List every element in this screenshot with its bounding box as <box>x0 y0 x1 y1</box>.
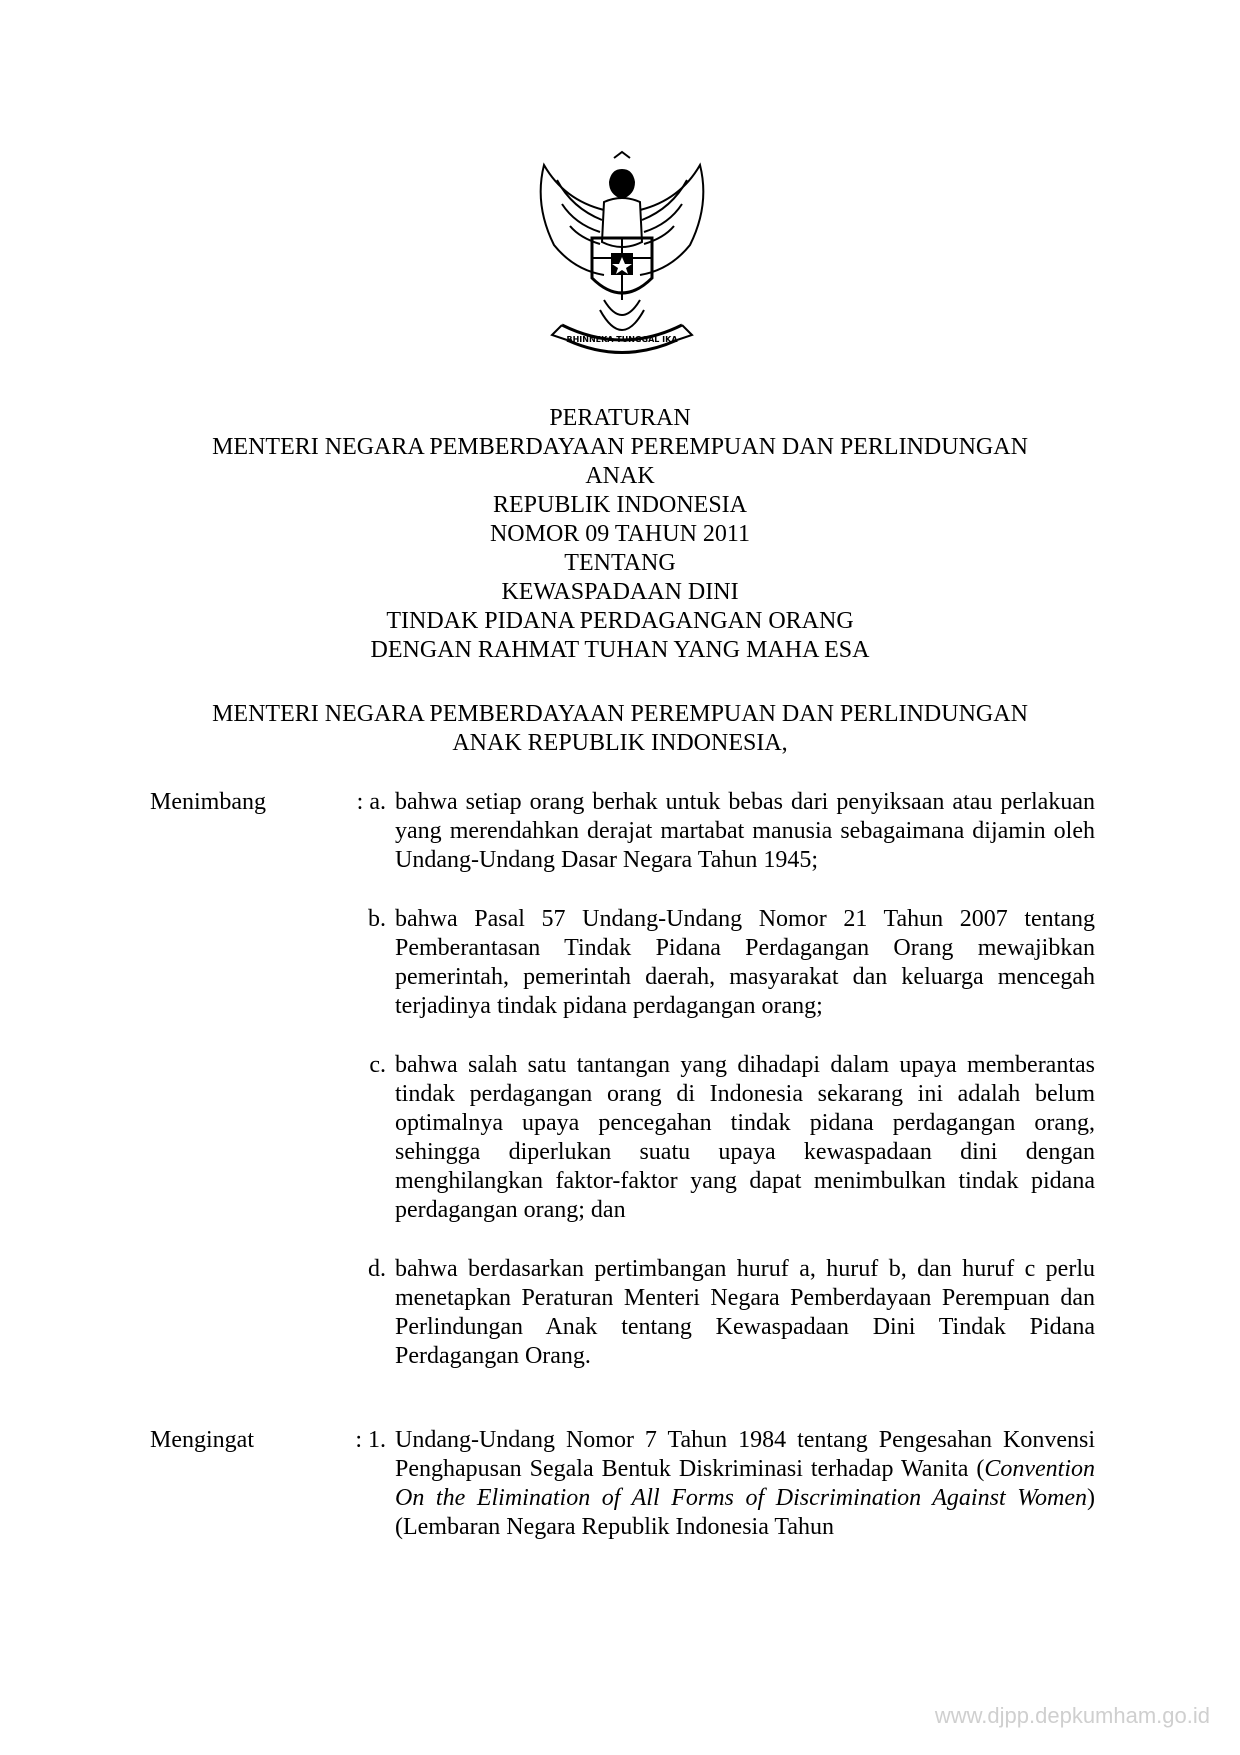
title-line: TENTANG <box>564 550 676 576</box>
mengingat-label: Mengingat <box>150 1427 254 1453</box>
minister-line: MENTERI NEGARA PEMBERDAYAAN PEREMPUAN DAN PERLINDUNGAN <box>212 701 1028 727</box>
title-line: ANAK <box>585 463 655 489</box>
menimbang-item-d: bahwa berdasarkan pertimbangan huruf a, huruf b, dan huruf c perlu menetapkan Peraturan Menteri Negara Pemberdayaan Perempuan dan Perlindungan Anak tentang Kewaspadaan Dini Tindak Pidana Perdagangan Orang. <box>395 1256 1095 1369</box>
item-marker: d. <box>368 1256 386 1282</box>
mengingat-italic-text: Convention On the Elimination of All Forms of Discrimination Against Women <box>395 1456 1095 1511</box>
mengingat-item-1 <box>395 1426 1095 1542</box>
title-line: TINDAK PIDANA PERDAGANGAN ORANG <box>386 608 854 634</box>
watermark: www.djpp.depkumham.go.id <box>934 1703 1210 1728</box>
menimbang-label: Menimbang <box>150 789 266 815</box>
item-marker: b. <box>368 906 386 932</box>
title-line: MENTERI NEGARA PEMBERDAYAAN PEREMPUAN DAN PERLINDUNGAN <box>212 434 1028 460</box>
regulation-title <box>0 404 1240 665</box>
title-line: KEWASPADAAN DINI <box>501 579 739 605</box>
emblem-motto: BHINNEKA TUNGGAL IKA <box>566 335 678 344</box>
garuda-emblem-icon <box>522 150 722 380</box>
title-line: PERATURAN <box>549 405 691 431</box>
menimbang-item-c: bahwa salah satu tantangan yang dihadapi dalam upaya memberantas tindak perdagangan orang di Indonesia sekarang ini adalah belum optimalnya upaya pencegahan tindak pidana perdagangan orang, sehingga diperlukan suatu upaya kewaspadaan dini dengan menghilangkan faktor-faktor yang dapat menimbulkan tindak pidana perdagangan orang; dan <box>395 1052 1095 1223</box>
menimbang-item-b: bahwa Pasal 57 Undang-Undang Nomor 21 Tahun 2007 tentang Pemberantasan Tindak Pidana Perdagangan Orang mewajibkan pemerintah, pemerintah daerah, masyarakat dan keluarga mencegah terjadinya tindak pidana perdagangan orang; <box>395 906 1095 1019</box>
minister-heading <box>0 700 1240 758</box>
title-line: NOMOR 09 TAHUN 2011 <box>489 521 751 547</box>
item-marker: c. <box>369 1052 386 1078</box>
mengingat-text-after: ) (Lembaran Negara Republik Indonesia Tahun <box>395 1485 1095 1540</box>
title-line: DENGAN RAHMAT TUHAN YANG MAHA ESA <box>370 637 870 663</box>
menimbang-item-a: bahwa setiap orang berhak untuk bebas dari penyiksaan atau perlakuan yang merendahkan derajat martabat manusia sebagaimana dijamin oleh Undang-Undang Dasar Negara Tahun 1945; <box>395 789 1095 873</box>
title-line: REPUBLIK INDONESIA <box>493 492 747 518</box>
item-marker: : a. <box>356 789 386 815</box>
item-marker: : 1. <box>355 1427 386 1453</box>
minister-line: ANAK REPUBLIK INDONESIA, <box>452 730 788 756</box>
mengingat-text: Undang-Undang Nomor 7 Tahun 1984 tentang Pengesahan Konvensi Penghapusan Segala Bentuk Diskriminasi terhadap Wanita ( <box>395 1427 1095 1482</box>
